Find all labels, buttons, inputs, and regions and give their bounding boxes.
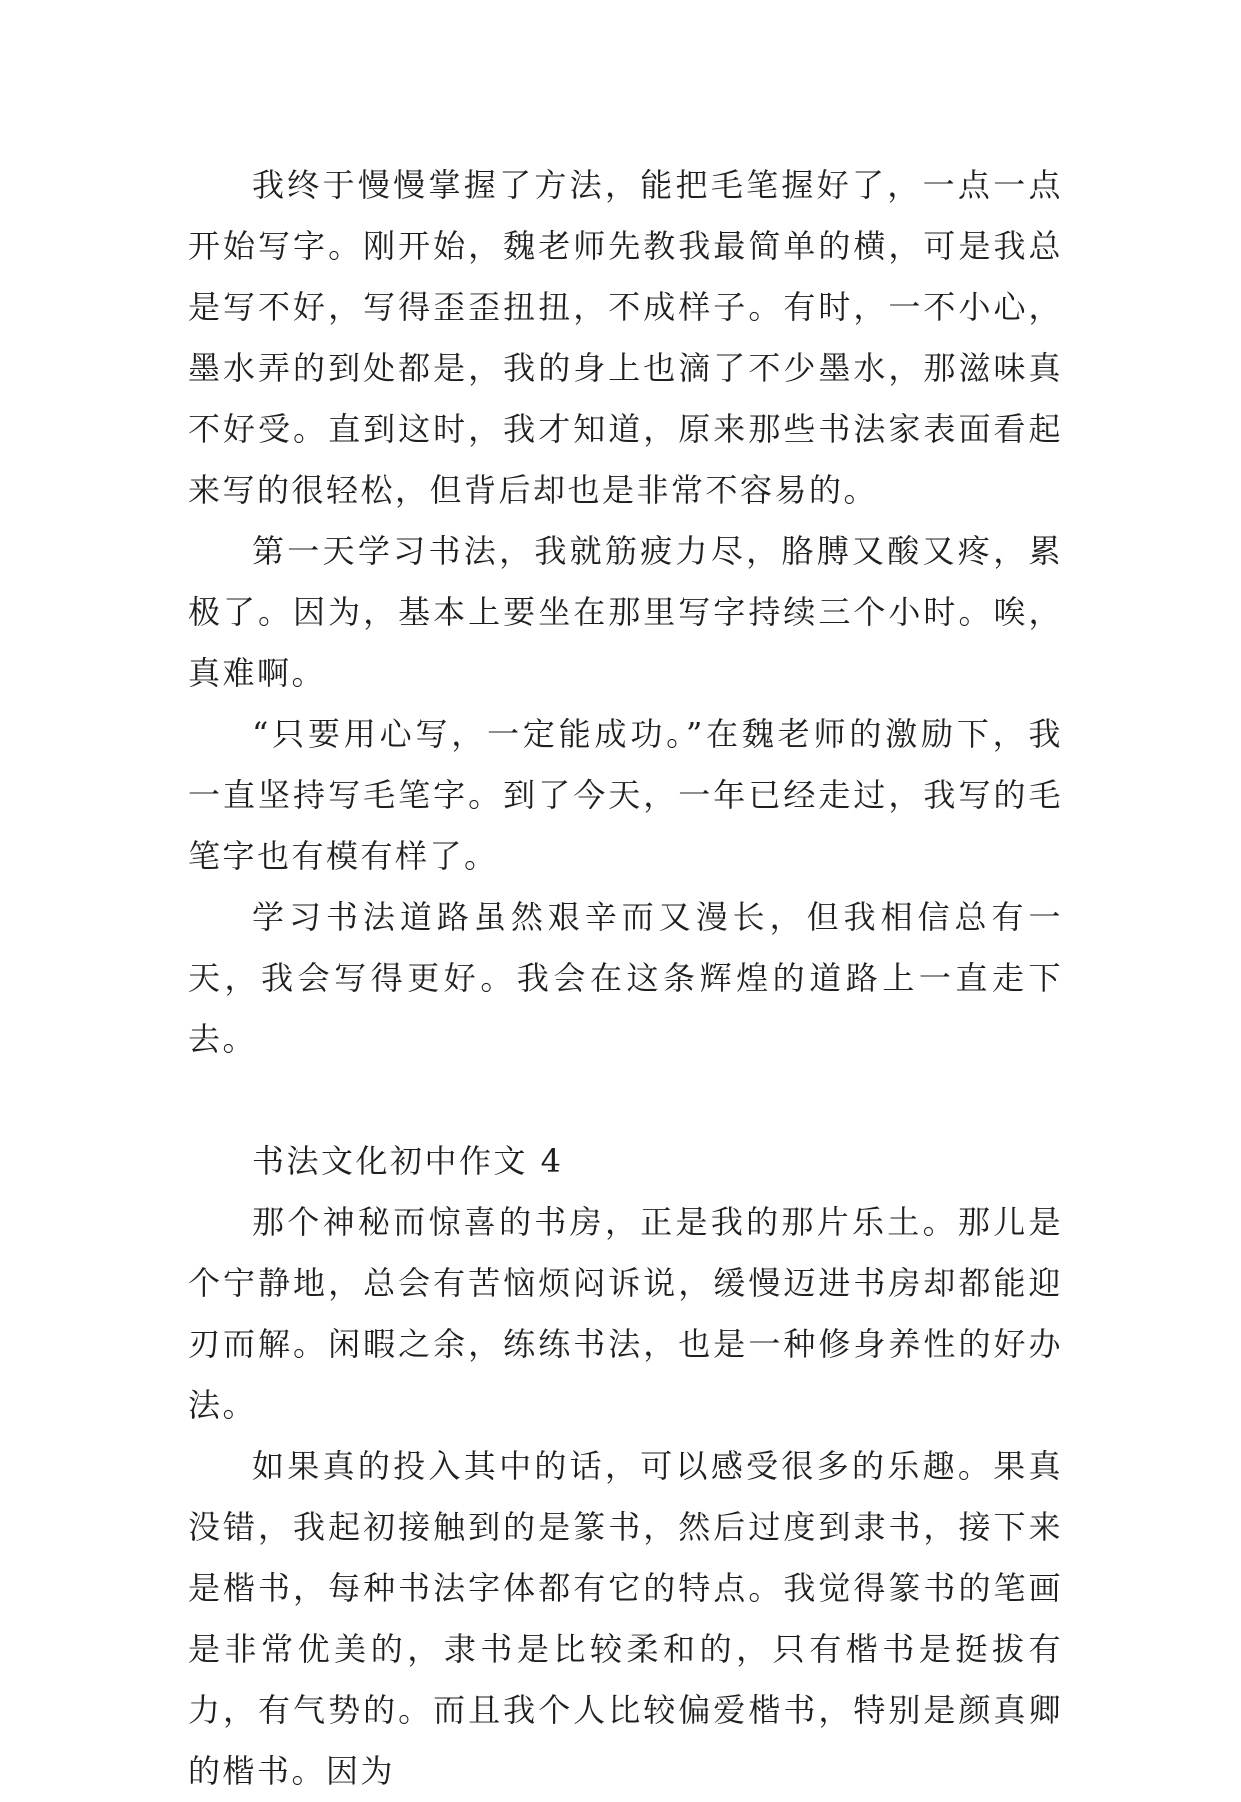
paragraph: 第一天学习书法，我就筋疲力尽，胳膊又酸又疼，累极了。因为，基本上要坐在那里写字持续三个小时。唉，真难啊。: [188, 532, 1063, 692]
document-body: [188, 155, 1063, 1802]
paragraph: “只要用心写，一定能成功。”在魏老师的激励下，我一直坚持写毛笔字。到了今天，一年已经走过，我写的毛笔字也有模有样了。: [188, 715, 1063, 875]
paragraph: 学习书法道路虽然艰辛而又漫长，但我相信总有一天，我会写得更好。我会在这条辉煌的道路上一直走下去。: [188, 898, 1063, 1058]
paragraph: 我终于慢慢掌握了方法，能把毛笔握好了，一点一点开始写字。刚开始，魏老师先教我最简单的横，可是我总是写不好，写得歪歪扭扭，不成样子。有时，一不小心，墨水弄的到处都是，我的身上也滴了不少墨水，那滋味真不好受。直到这时，我才知道，原来那些书法家表面看起来写的很轻松，但背后却也是非常不容易的。: [188, 166, 1063, 509]
paragraph: 如果真的投入其中的话，可以感受很多的乐趣。果真没错，我起初接触到的是篆书，然后过度到隶书，接下来是楷书，每种书法字体都有它的特点。我觉得篆书的笔画是非常优美的，隶书是比较柔和的，只有楷书是挺拔有力，有气势的。而且我个人比较偏爱楷书，特别是颜真卿的楷书。因为: [188, 1447, 1063, 1790]
section-title: 书法文化初中作文 4: [252, 1142, 564, 1180]
paragraph: 那个神秘而惊喜的书房，正是我的那片乐土。那儿是个宁静地，总会有苦恼烦闷诉说，缓慢迈进书房却都能迎刃而解。闲暇之余，练练书法，也是一种修身养性的好办法。: [188, 1203, 1063, 1424]
